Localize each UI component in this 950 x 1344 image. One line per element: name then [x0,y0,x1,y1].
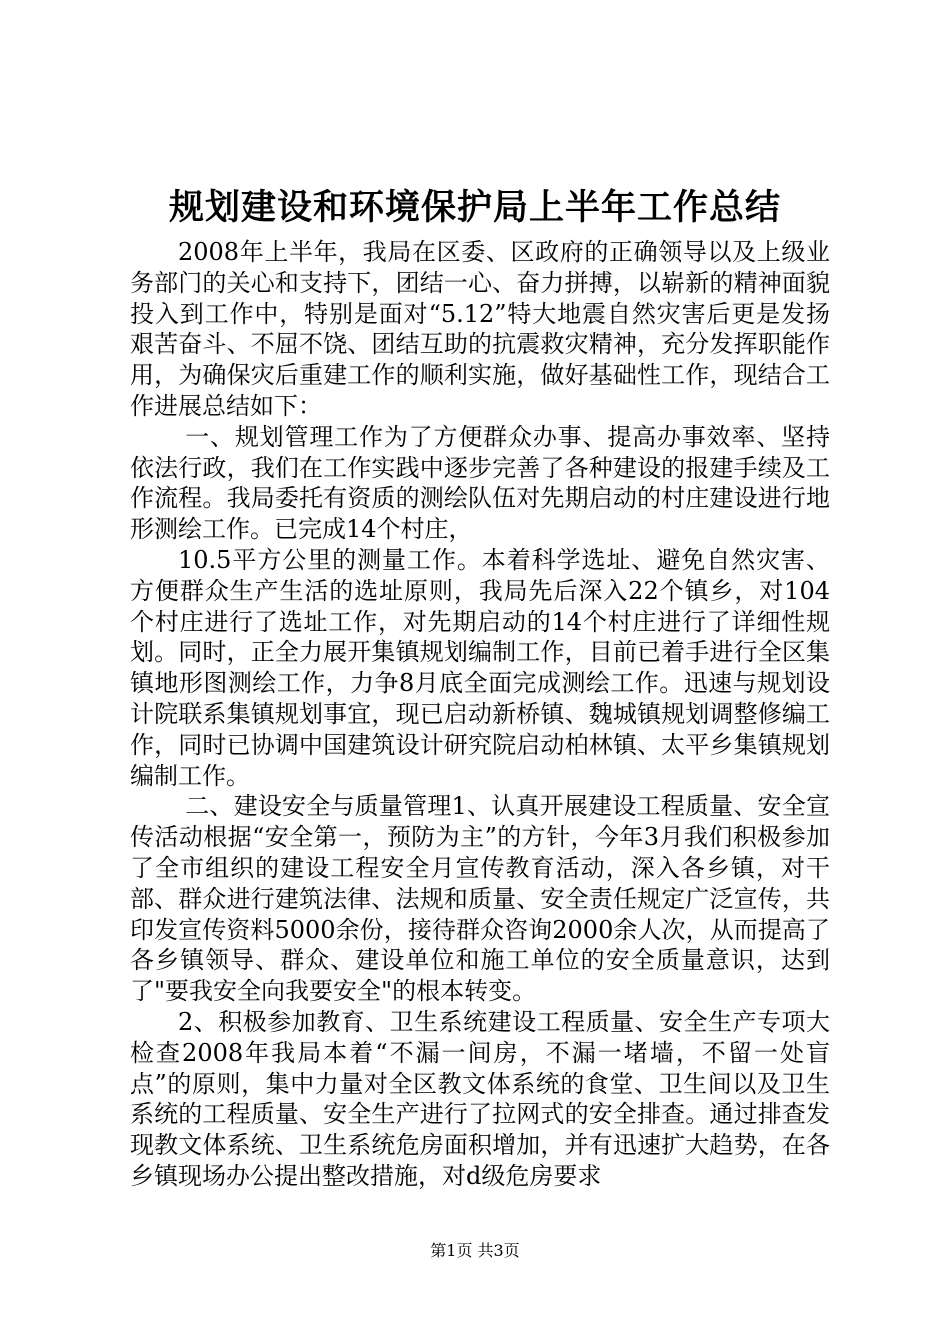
document-title: 规划建设和环境保护局上半年工作总结 [168,187,781,229]
paragraph-survey: 10.5平方公里的测量工作。本着科学选址、避免自然灾害、方便群众生产生活的选址原则，我局先后深入22个镇乡，对104个村庄进行了选址工作，对先期启动的14个村庄进行了详细性规划。同时，正全力展开集镇规划编制工作，目前已着手进行全区集镇地形图测绘工作，力争8月底全面完成测绘工作。迅速与规划设计院联系集镇规划事宜，现已启动新桥镇、魏城镇规划调整修编工作，同时已协调中国建筑设计研究院启动柏林镇、太平乡集镇规划编制工作。 [130,545,830,790]
page-number-footer: 第1页 共3页 [430,1241,520,1260]
paragraph-safety: 二、建设安全与质量管理1、认真开展建设工程质量、安全宣传活动根据“安全第一，预防为主”的方针，今年3月我们积极参加了全市组织的建设工程安全月宣传教育活动，深入各乡镇，对干部、群众进行建筑法律、法规和质量、安全责任规定广泛宣传，共印发宣传资料5000余份，接待群众咨询2000余人次，从而提高了各乡镇领导、群众、建设单位和施工单位的安全质量意识，达到了"要我安全向我要安全"的根本转变。 [130,792,830,1006]
paragraph-intro: 2008年上半年，我局在区委、区政府的正确领导以及上级业务部门的关心和支持下，团结一心、奋力拼搏，以崭新的精神面貌投入到工作中，特别是面对“5.12”特大地震自然灾害后更是发扬艰苦奋斗、不屈不饶、团结互助的抗震救灾精神，充分发挥职能作用，为确保灾后重建工作的顺利实施，做好基础性工作，现结合工作进展总结如下： [130,238,830,420]
paragraph-planning: 一、规划管理工作为了方便群众办事、提高办事效率、坚持依法行政，我们在工作实践中逐步完善了各种建设的报建手续及工作流程。我局委托有资质的测绘队伍对先期启动的村庄建设进行地形测绘工作。已完成14个村庄， [130,422,830,544]
paragraph-inspection: 2、积极参加教育、卫生系统建设工程质量、安全生产专项大检查2008年我局本着“不漏一间房，不漏一堵墙，不留一处盲点”的原则，集中力量对全区教文体系统的食堂、卫生间以及卫生系统的工程质量、安全生产进行了拉网式的安全排查。通过排查发现教文体系统、卫生系统危房面积增加，并有迅速扩大趋势，在各乡镇现场办公提出整改措施，对d级危房要求 [130,1007,830,1190]
document-body [130,237,830,1192]
